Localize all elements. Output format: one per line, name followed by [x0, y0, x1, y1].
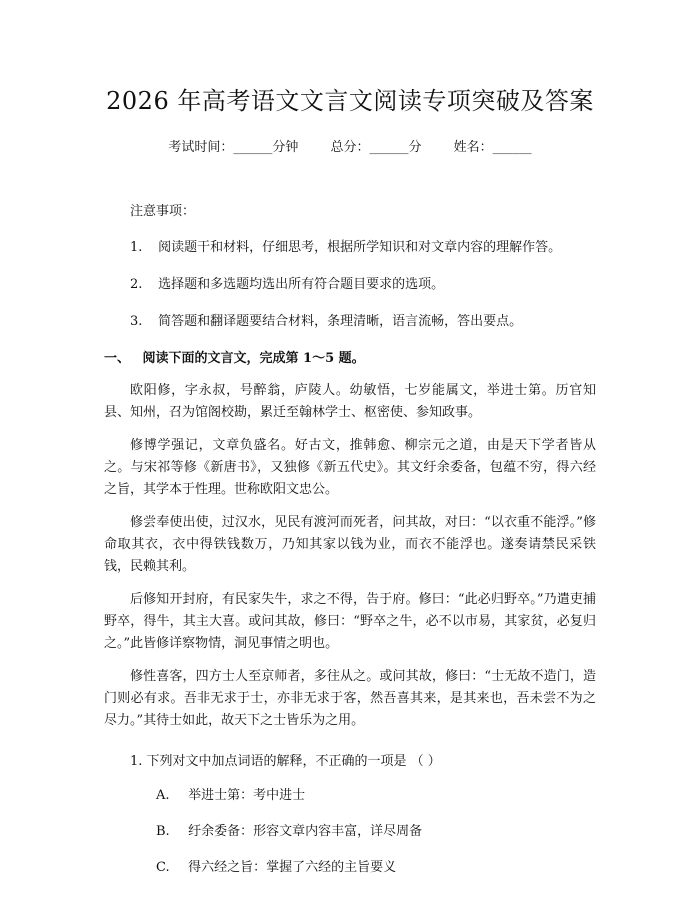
total-score-field: 总分：______分: [330, 140, 422, 155]
notice-item-number: 1.: [130, 240, 143, 255]
notice-item-text: 简答题和翻译题要结合材料，条理清晰，语言流畅，答出要点。: [158, 314, 523, 329]
question-1-stem: 1. 下列对文中加点词语的解释，不正确的一项是 （ ）: [130, 754, 441, 769]
question-1-options: [104, 786, 596, 878]
option-text: 举进士第：考中进士: [188, 788, 306, 803]
exam-time-field: 考试时间：______分钟: [168, 140, 299, 155]
page-title: 2026 年高考语文文言文阅读专项突破及答案: [106, 87, 594, 115]
option-text: 纡余委备：形容文章内容丰富，详尽周备: [188, 824, 423, 839]
notice-item-text: 选择题和多选题均选出所有符合题目要求的选项。: [158, 277, 445, 292]
option-a: [104, 786, 596, 806]
notice-item: [104, 275, 596, 295]
notice-heading: 注意事项：: [130, 204, 196, 219]
section-heading: [104, 349, 596, 369]
name-field: 姓名：______: [453, 140, 532, 155]
section-number: 一、: [104, 351, 131, 366]
notice-item-text: 阅读题干和材料，仔细思考，根据所学知识和对文章内容的理解作答。: [158, 240, 562, 255]
notice-item-number: 3.: [130, 314, 143, 329]
exam-info: [104, 138, 596, 158]
notice-item: [104, 312, 596, 332]
notice-item: [104, 238, 596, 258]
passage-paragraph: 修性喜客，四方士人至京师者，多往从之。或问其故，修曰：“士无故不造门，造门则必有求。吾非无求于士，亦非无求于客，然吾喜其来，是其来也，吾未尝不为之尽力。”其待士如此，故天下之士皆乐为之用。: [104, 669, 596, 728]
option-c: [104, 858, 596, 878]
option-text: 得六经之旨：掌握了六经的主旨要义: [188, 860, 397, 875]
option-b: [104, 822, 596, 842]
passage-paragraph: 欧阳修，字永叔，号醉翁，庐陵人。幼敏悟，七岁能属文，举进士第。历官知县、知州，召为馆阁校勘，累迁至翰林学士、枢密使、参知政事。: [104, 383, 596, 420]
passage-paragraph: 修尝奉使出使，过汉水，见民有渡河而死者，问其故，对曰：“以衣重不能浮。”修命取其衣，衣中得铁钱数万，乃知其家以钱为业，而衣不能浮也。遂奏请禁民采铁钱，民赖其利。: [104, 515, 596, 574]
passage-paragraph: 修博学强记，文章负盛名。好古文，推韩愈、柳宗元之道，由是天下学者皆从之。与宋祁等修《新唐书》，又独修《新五代史》。其文纡余委备，包蕴不穷，得六经之旨，其学本于性理。世称欧阳文忠公。: [104, 438, 596, 497]
passage-paragraph: 后修知开封府，有民家失牛，求之不得，告于府。修曰：“此必归野卒。”乃遣吏捕野卒，得牛，其主大喜。或问其故，修曰：“野卒之牛，必不以市易，其家贫，必复归之。”此皆修详察物情，洞见事情之明也。: [104, 592, 596, 651]
notice-list: [104, 238, 596, 332]
notice-item-number: 2.: [130, 277, 143, 292]
option-letter: A.: [156, 788, 170, 803]
option-letter: B.: [156, 824, 170, 839]
option-letter: C.: [156, 860, 170, 875]
section-instruction: 阅读下面的文言文，完成第 1～5 题。: [142, 351, 365, 366]
